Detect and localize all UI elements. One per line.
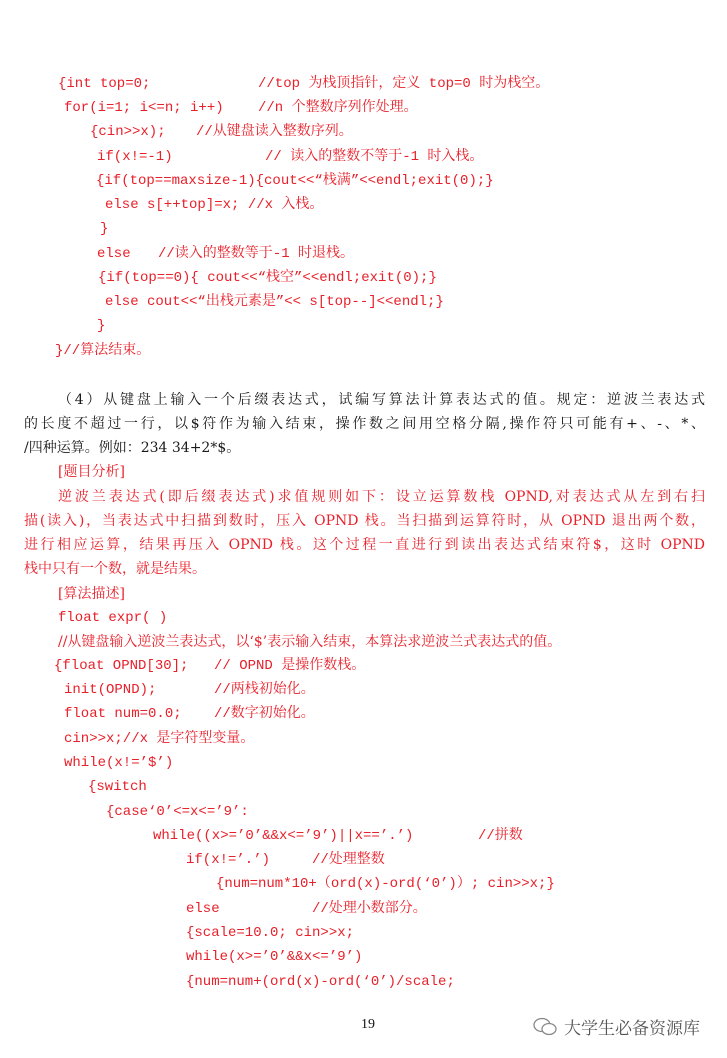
code-line: {int top=0; xyxy=(58,76,151,92)
code-line: {case‘0’<=x<=’9’: xyxy=(106,804,249,820)
analysis-heading: [题目分析] xyxy=(58,464,125,480)
code-line: cin>>x;//x 是字符型变量。 xyxy=(64,731,255,747)
code-comment: //从键盘读入整数序列。 xyxy=(196,124,353,140)
analysis-text: 描(读入)，当表达式中扫描到数时，压入 OPND 栈。当扫描到运算符时，从 OPND 退出两个数， xyxy=(24,513,705,529)
code-comment: // OPND 是操作数栈。 xyxy=(214,658,366,674)
code-line: {num=num+(ord(x)-ord(‘0’)/scale; xyxy=(186,974,455,990)
code-line: for(i=1; i<=n; i++) xyxy=(64,100,224,116)
code-line: float num=0.0; xyxy=(64,706,182,722)
code-comment: //处理整数 xyxy=(312,852,385,868)
code-line: init(OPND); xyxy=(64,682,157,698)
code-line: {num=num*10+（ord(x)-ord(‘0’)）; cin>>x;} xyxy=(216,876,555,892)
code-comment: //数字初始化。 xyxy=(214,706,315,722)
code-comment: //拼数 xyxy=(478,828,523,844)
watermark-text: 大学生必备资源库 xyxy=(564,1019,700,1039)
code-line: else s[++top]=x; //x 入栈。 xyxy=(105,197,324,213)
algorithm-heading: [算法描述] xyxy=(58,586,125,602)
code-comment: //处理小数部分。 xyxy=(312,901,427,917)
code-line: {float OPND[30]; xyxy=(54,658,189,674)
code-line: //从键盘输入逆波兰表达式，以‘$’表示输入结束，本算法求逆波兰式表达式的值。 xyxy=(58,634,562,650)
code-line: {scale=10.0; cin>>x; xyxy=(186,925,355,941)
problem-text: 的长度不超过一行，以$符作为输入结束，操作数之间用空格分隔,操作符只可能有+、-、*、 xyxy=(24,416,705,432)
code-line: else xyxy=(97,246,131,262)
code-line: } xyxy=(97,318,106,334)
code-line: {if(top==maxsize-1){cout<<“栈满”<<endl;exit(0);} xyxy=(96,173,494,189)
code-line: else cout<<“出栈元素是”<< s[top--]<<endl;} xyxy=(105,294,444,310)
code-comment: //两栈初始化。 xyxy=(214,682,315,698)
code-line: float expr( ) xyxy=(58,610,168,626)
code-line: while(x!=’$’) xyxy=(64,755,174,771)
code-line: if(x!=’.’) xyxy=(186,852,271,868)
code-comment: //读入的整数等于-1 时退栈。 xyxy=(158,246,355,262)
analysis-text: 进行相应运算，结果再压入 OPND 栈。这个过程一直进行到读出表达式结束符$，这时 OPND xyxy=(24,537,705,553)
code-line: {cin>>x); xyxy=(90,124,166,140)
page-number: 19 xyxy=(361,1017,375,1032)
analysis-text: 栈中只有一个数，就是结果。 xyxy=(24,561,206,577)
code-comment: //n 个整数序列作处理。 xyxy=(258,100,418,116)
code-line: {switch xyxy=(88,779,147,795)
code-line: while(x>=’0’&&x<=’9’) xyxy=(186,949,363,965)
problem-text: /四种运算。例如：234 34+2*$。 xyxy=(24,440,241,456)
code-comment: // 读入的整数不等于-1 时入栈。 xyxy=(265,149,484,165)
watermark xyxy=(532,1014,700,1039)
code-line: }//算法结束。 xyxy=(55,343,151,359)
code-line: if(x!=-1) xyxy=(97,149,173,165)
code-line: {if(top==0){ cout<<“栈空”<<endl;exit(0);} xyxy=(98,270,437,286)
analysis-text: 逆波兰表达式(即后缀表达式)求值规则如下：设立运算数栈 OPND,对表达式从左到右扫 xyxy=(58,489,705,505)
code-line: else xyxy=(186,901,220,917)
code-line: } xyxy=(100,221,109,237)
code-comment: //top 为栈顶指针，定义 top=0 时为栈空。 xyxy=(258,76,550,92)
code-line: while((x>=’0’&&x<=’9’)||x==’.’) xyxy=(153,828,414,844)
wechat-icon xyxy=(532,1016,558,1038)
problem-text: （4）从键盘上输入一个后缀表达式，试编写算法计算表达式的值。规定：逆波兰表达式 xyxy=(58,392,705,408)
